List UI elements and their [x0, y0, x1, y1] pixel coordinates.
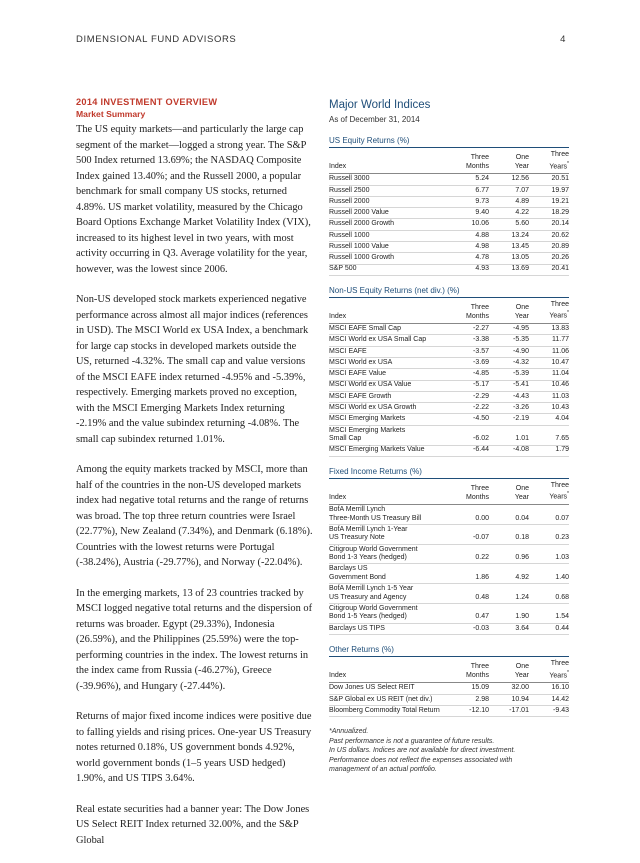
- table-row: [329, 694, 569, 705]
- return-value-cell: 13.69: [489, 264, 529, 275]
- index-name-cell: BofA Merrill Lynch 1-Year US Treasury Note: [329, 524, 449, 544]
- column-header-index: Index: [329, 151, 449, 174]
- return-value-cell: 10.43: [529, 403, 569, 414]
- column-header-three-months: Three Months: [449, 151, 489, 174]
- return-value-cell: -5.39: [489, 369, 529, 380]
- return-value-cell: -5.41: [489, 380, 529, 391]
- index-name-cell: MSCI EAFE Small Cap: [329, 324, 449, 335]
- column-header-three-years: Three Years*: [529, 482, 569, 505]
- table-row: [329, 335, 569, 346]
- table-header-row: [329, 151, 569, 174]
- index-name-cell: MSCI EAFE: [329, 346, 449, 357]
- return-value-cell: -12.10: [449, 705, 489, 716]
- fixed-income-table: [329, 482, 569, 635]
- index-name-cell: MSCI Emerging Markets Value: [329, 445, 449, 456]
- table-row: [329, 230, 569, 241]
- footnote: management of an actual portfolio.: [329, 766, 437, 774]
- table-row: [329, 564, 569, 584]
- return-value-cell: 10.46: [529, 380, 569, 391]
- column-header-index: Index: [329, 301, 449, 324]
- page-number: 4: [560, 34, 566, 45]
- column-header-three-months: Three Months: [449, 660, 489, 683]
- index-name-cell: S&P 500: [329, 264, 449, 275]
- column-header-one-year: One Year: [489, 482, 529, 505]
- return-value-cell: 16.10: [529, 683, 569, 694]
- index-name-cell: BofA Merrill Lynch 1-5 Year US Treasury and Agency: [329, 584, 449, 604]
- return-value-cell: 20.51: [529, 174, 569, 185]
- index-name-cell: Citigroup World Government Bond 1-3 Years (hedged): [329, 544, 449, 564]
- return-value-cell: 7.65: [529, 425, 569, 445]
- index-name-cell: MSCI World ex USA: [329, 358, 449, 369]
- return-value-cell: 4.04: [529, 414, 569, 425]
- return-value-cell: 19.21: [529, 196, 569, 207]
- table-header-row: [329, 301, 569, 324]
- section-title: 2014 INVESTMENT OVERVIEW: [76, 97, 218, 107]
- return-value-cell: 4.98: [449, 242, 489, 253]
- return-value-cell: -0.07: [449, 524, 489, 544]
- return-value-cell: 4.93: [449, 264, 489, 275]
- return-value-cell: 1.03: [529, 544, 569, 564]
- return-value-cell: -3.38: [449, 335, 489, 346]
- return-value-cell: 13.24: [489, 230, 529, 241]
- column-header-index: Index: [329, 660, 449, 683]
- return-value-cell: -9.43: [529, 705, 569, 716]
- return-value-cell: 13.05: [489, 253, 529, 264]
- return-value-cell: 0.04: [489, 505, 529, 525]
- return-value-cell: -3.69: [449, 358, 489, 369]
- return-value-cell: -4.50: [449, 414, 489, 425]
- us-equity-table: [329, 151, 569, 276]
- footnotes: [329, 727, 569, 775]
- return-value-cell: -2.22: [449, 403, 489, 414]
- table-row: [329, 242, 569, 253]
- index-name-cell: Russell 3000: [329, 174, 449, 185]
- return-value-cell: 1.86: [449, 564, 489, 584]
- return-value-cell: -6.02: [449, 425, 489, 445]
- section-subtitle: Market Summary: [76, 109, 146, 119]
- panel-title: Major World Indices: [329, 99, 431, 111]
- return-value-cell: 5.60: [489, 219, 529, 230]
- return-value-cell: -2.27: [449, 324, 489, 335]
- column-header-three-years: Three Years*: [529, 151, 569, 174]
- table-row: [329, 391, 569, 402]
- index-name-cell: MSCI Emerging Markets Small Cap: [329, 425, 449, 445]
- return-value-cell: 6.77: [449, 185, 489, 196]
- index-name-cell: Barclays US Government Bond: [329, 564, 449, 584]
- column-header-one-year: One Year: [489, 301, 529, 324]
- table-row: [329, 196, 569, 207]
- world-indices-panel: [329, 98, 569, 775]
- return-value-cell: 11.06: [529, 346, 569, 357]
- table-row: [329, 414, 569, 425]
- return-value-cell: -3.57: [449, 346, 489, 357]
- index-name-cell: MSCI Emerging Markets: [329, 414, 449, 425]
- index-name-cell: Russell 1000 Value: [329, 242, 449, 253]
- column-header-three-months: Three Months: [449, 482, 489, 505]
- index-name-cell: Citigroup World Government Bond 1-5 Years (hedged): [329, 604, 449, 624]
- footnote: Performance does not reflect the expenses associated with: [329, 756, 513, 764]
- non-us-equity-block: [329, 286, 569, 457]
- return-value-cell: -0.03: [449, 623, 489, 634]
- return-value-cell: 11.03: [529, 391, 569, 402]
- return-value-cell: -5.35: [489, 335, 529, 346]
- index-name-cell: Russell 2000 Value: [329, 208, 449, 219]
- table-row: [329, 584, 569, 604]
- return-value-cell: 32.00: [489, 683, 529, 694]
- table-row: [329, 403, 569, 414]
- paragraph: Returns of major fixed income indices were positive due to falling yields and rising prices. One-year US Treasury notes returned 0.18%, US government bonds 4.92%, world government bonds (1–5 years USD hedged) 1.90%, and US TIPS 3.64%.: [76, 711, 312, 784]
- return-value-cell: -4.43: [489, 391, 529, 402]
- return-value-cell: -5.17: [449, 380, 489, 391]
- panel-subtitle: As of December 31, 2014: [329, 115, 420, 124]
- table-title: US Equity Returns (%): [329, 136, 569, 148]
- return-value-cell: 0.44: [529, 623, 569, 634]
- return-value-cell: 0.07: [529, 505, 569, 525]
- footnote: Past performance is not a guarantee of future results.: [329, 737, 495, 745]
- return-value-cell: 15.09: [449, 683, 489, 694]
- index-name-cell: MSCI World ex USA Value: [329, 380, 449, 391]
- index-name-cell: Russell 2000 Growth: [329, 219, 449, 230]
- return-value-cell: 4.92: [489, 564, 529, 584]
- table-row: [329, 185, 569, 196]
- table-row: [329, 604, 569, 624]
- column-header-three-years: Three Years*: [529, 301, 569, 324]
- return-value-cell: -6.44: [449, 445, 489, 456]
- return-value-cell: 1.40: [529, 564, 569, 584]
- return-value-cell: 0.00: [449, 505, 489, 525]
- return-value-cell: 19.97: [529, 185, 569, 196]
- return-value-cell: 11.77: [529, 335, 569, 346]
- index-name-cell: BofA Merrill Lynch Three-Month US Treasury Bill: [329, 505, 449, 525]
- table-header-row: [329, 660, 569, 683]
- index-name-cell: Dow Jones US Select REIT: [329, 683, 449, 694]
- return-value-cell: 13.83: [529, 324, 569, 335]
- return-value-cell: 20.41: [529, 264, 569, 275]
- return-value-cell: 4.78: [449, 253, 489, 264]
- table-row: [329, 544, 569, 564]
- index-name-cell: Russell 1000: [329, 230, 449, 241]
- return-value-cell: 1.79: [529, 445, 569, 456]
- return-value-cell: -3.26: [489, 403, 529, 414]
- return-value-cell: 9.73: [449, 196, 489, 207]
- paragraph: Among the equity markets tracked by MSCI, more than half of the countries in the non-US developed markets index had negative total returns and the range of returns was broad. The top three return countries were Israel (22.77%), New Zealand (7.34%), and Denmark (6.18%). Countries with the lowest returns were Portugal (-38.24%), Austria (-29.77%), and Norway (-22.04%).: [76, 464, 313, 568]
- index-name-cell: MSCI EAFE Value: [329, 369, 449, 380]
- return-value-cell: 0.48: [449, 584, 489, 604]
- table-row: [329, 253, 569, 264]
- table-row: [329, 219, 569, 230]
- return-value-cell: 20.26: [529, 253, 569, 264]
- table-row: [329, 683, 569, 694]
- index-name-cell: MSCI World ex USA Small Cap: [329, 335, 449, 346]
- return-value-cell: 10.94: [489, 694, 529, 705]
- table-title: Other Returns (%): [329, 645, 569, 657]
- table-row: [329, 623, 569, 634]
- return-value-cell: 0.23: [529, 524, 569, 544]
- index-name-cell: S&P Global ex US REIT (net div.): [329, 694, 449, 705]
- table-title: Non-US Equity Returns (net div.) (%): [329, 286, 569, 298]
- return-value-cell: 12.56: [489, 174, 529, 185]
- column-header-one-year: One Year: [489, 660, 529, 683]
- return-value-cell: -2.19: [489, 414, 529, 425]
- return-value-cell: 20.89: [529, 242, 569, 253]
- return-value-cell: 13.45: [489, 242, 529, 253]
- return-value-cell: -2.29: [449, 391, 489, 402]
- table-row: [329, 324, 569, 335]
- return-value-cell: 7.07: [489, 185, 529, 196]
- column-header-three-years: Three Years*: [529, 660, 569, 683]
- table-title: Fixed Income Returns (%): [329, 467, 569, 479]
- column-header-three-months: Three Months: [449, 301, 489, 324]
- index-name-cell: Russell 1000 Growth: [329, 253, 449, 264]
- index-name-cell: Russell 2500: [329, 185, 449, 196]
- index-name-cell: Bloomberg Commodity Total Return: [329, 705, 449, 716]
- table-row: [329, 445, 569, 456]
- return-value-cell: 3.64: [489, 623, 529, 634]
- footnote: *Annualized.: [329, 728, 369, 736]
- paragraph: Real estate securities had a banner year: The Dow Jones US Select REIT Index returned 32.00%, and the S&P Global: [76, 803, 310, 846]
- table-row: [329, 346, 569, 357]
- table-row: [329, 369, 569, 380]
- footnote: In US dollars. Indices are not available for direct investment.: [329, 747, 516, 755]
- index-name-cell: Barclays US TIPS: [329, 623, 449, 634]
- non-us-equity-table: [329, 301, 569, 457]
- table-row: [329, 358, 569, 369]
- table-row: [329, 705, 569, 716]
- return-value-cell: 0.68: [529, 584, 569, 604]
- table-row: [329, 174, 569, 185]
- return-value-cell: 20.14: [529, 219, 569, 230]
- return-value-cell: -4.95: [489, 324, 529, 335]
- return-value-cell: -17.01: [489, 705, 529, 716]
- return-value-cell: 4.88: [449, 230, 489, 241]
- return-value-cell: -4.08: [489, 445, 529, 456]
- return-value-cell: 9.40: [449, 208, 489, 219]
- table-header-row: [329, 482, 569, 505]
- table-row: [329, 505, 569, 525]
- return-value-cell: 0.18: [489, 524, 529, 544]
- return-value-cell: 10.47: [529, 358, 569, 369]
- return-value-cell: 4.89: [489, 196, 529, 207]
- paragraph: In the emerging markets, 13 of 23 countries tracked by MSCI logged negative total returns and the dispersion of returns was broader. Egypt (29.33%), Indonesia (26.59%), and the Philippines (25.59%) were the top-performing countries in the index. The lowest returns in the index came from Russia (-46.27%), Greece (-39.96%), and Hungary (-27.44%).: [76, 587, 313, 692]
- paragraph: Non-US developed stock markets experienced negative performance across almost all major indices (references in USD). The MSCI World ex USA Index, a benchmark for large cap stocks in developed markets outside the US, returned -4.32%. The small cap and value versions of the MSCI EAFE index returned -4.95% and -5.39%, respectively. Emerging markets proved no exception, with the MSCI Emerging Markets Index returning -2.19% and the value subindex returning -4.08%. The small cap subindex returned 1.01%.: [76, 294, 309, 445]
- return-value-cell: 20.62: [529, 230, 569, 241]
- return-value-cell: 18.29: [529, 208, 569, 219]
- index-name-cell: MSCI World ex USA Growth: [329, 403, 449, 414]
- return-value-cell: -4.32: [489, 358, 529, 369]
- table-row: [329, 208, 569, 219]
- index-name-cell: MSCI EAFE Growth: [329, 391, 449, 402]
- market-summary-column: [76, 96, 314, 863]
- index-name-cell: Russell 2000: [329, 196, 449, 207]
- return-value-cell: 0.96: [489, 544, 529, 564]
- column-header-one-year: One Year: [489, 151, 529, 174]
- page-header: [76, 34, 566, 50]
- return-value-cell: 2.98: [449, 694, 489, 705]
- return-value-cell: -4.90: [489, 346, 529, 357]
- paragraph: The US equity markets—and particularly the large cap segment of the market—logged a strong year. The S&P 500 Index returned 13.69%; the NASDAQ Composite Index gained 13.40%; and the Russell 2000, a popular benchmark for small company US stocks, returned 4.89%. US market volatility, measured by the Chicago Board Options Exchange Market Volatility Index (VIX), increased to its highest level in two years, with most activity occurring in Q3. Average volatility for the year, however, was the lowest since 2006.: [76, 124, 311, 275]
- return-value-cell: 5.24: [449, 174, 489, 185]
- table-row: [329, 380, 569, 391]
- fixed-income-block: [329, 467, 569, 635]
- return-value-cell: 1.24: [489, 584, 529, 604]
- org-name: DIMENSIONAL FUND ADVISORS: [76, 34, 237, 45]
- other-returns-table: [329, 660, 569, 717]
- table-row: [329, 264, 569, 275]
- return-value-cell: 1.54: [529, 604, 569, 624]
- return-value-cell: 14.42: [529, 694, 569, 705]
- column-header-index: Index: [329, 482, 449, 505]
- return-value-cell: -4.85: [449, 369, 489, 380]
- return-value-cell: 1.01: [489, 425, 529, 445]
- us-equity-block: [329, 136, 569, 276]
- return-value-cell: 0.22: [449, 544, 489, 564]
- return-value-cell: 4.22: [489, 208, 529, 219]
- table-row: [329, 425, 569, 445]
- return-value-cell: 1.90: [489, 604, 529, 624]
- return-value-cell: 0.47: [449, 604, 489, 624]
- return-value-cell: 11.04: [529, 369, 569, 380]
- other-returns-block: [329, 645, 569, 717]
- return-value-cell: 10.06: [449, 219, 489, 230]
- table-row: [329, 524, 569, 544]
